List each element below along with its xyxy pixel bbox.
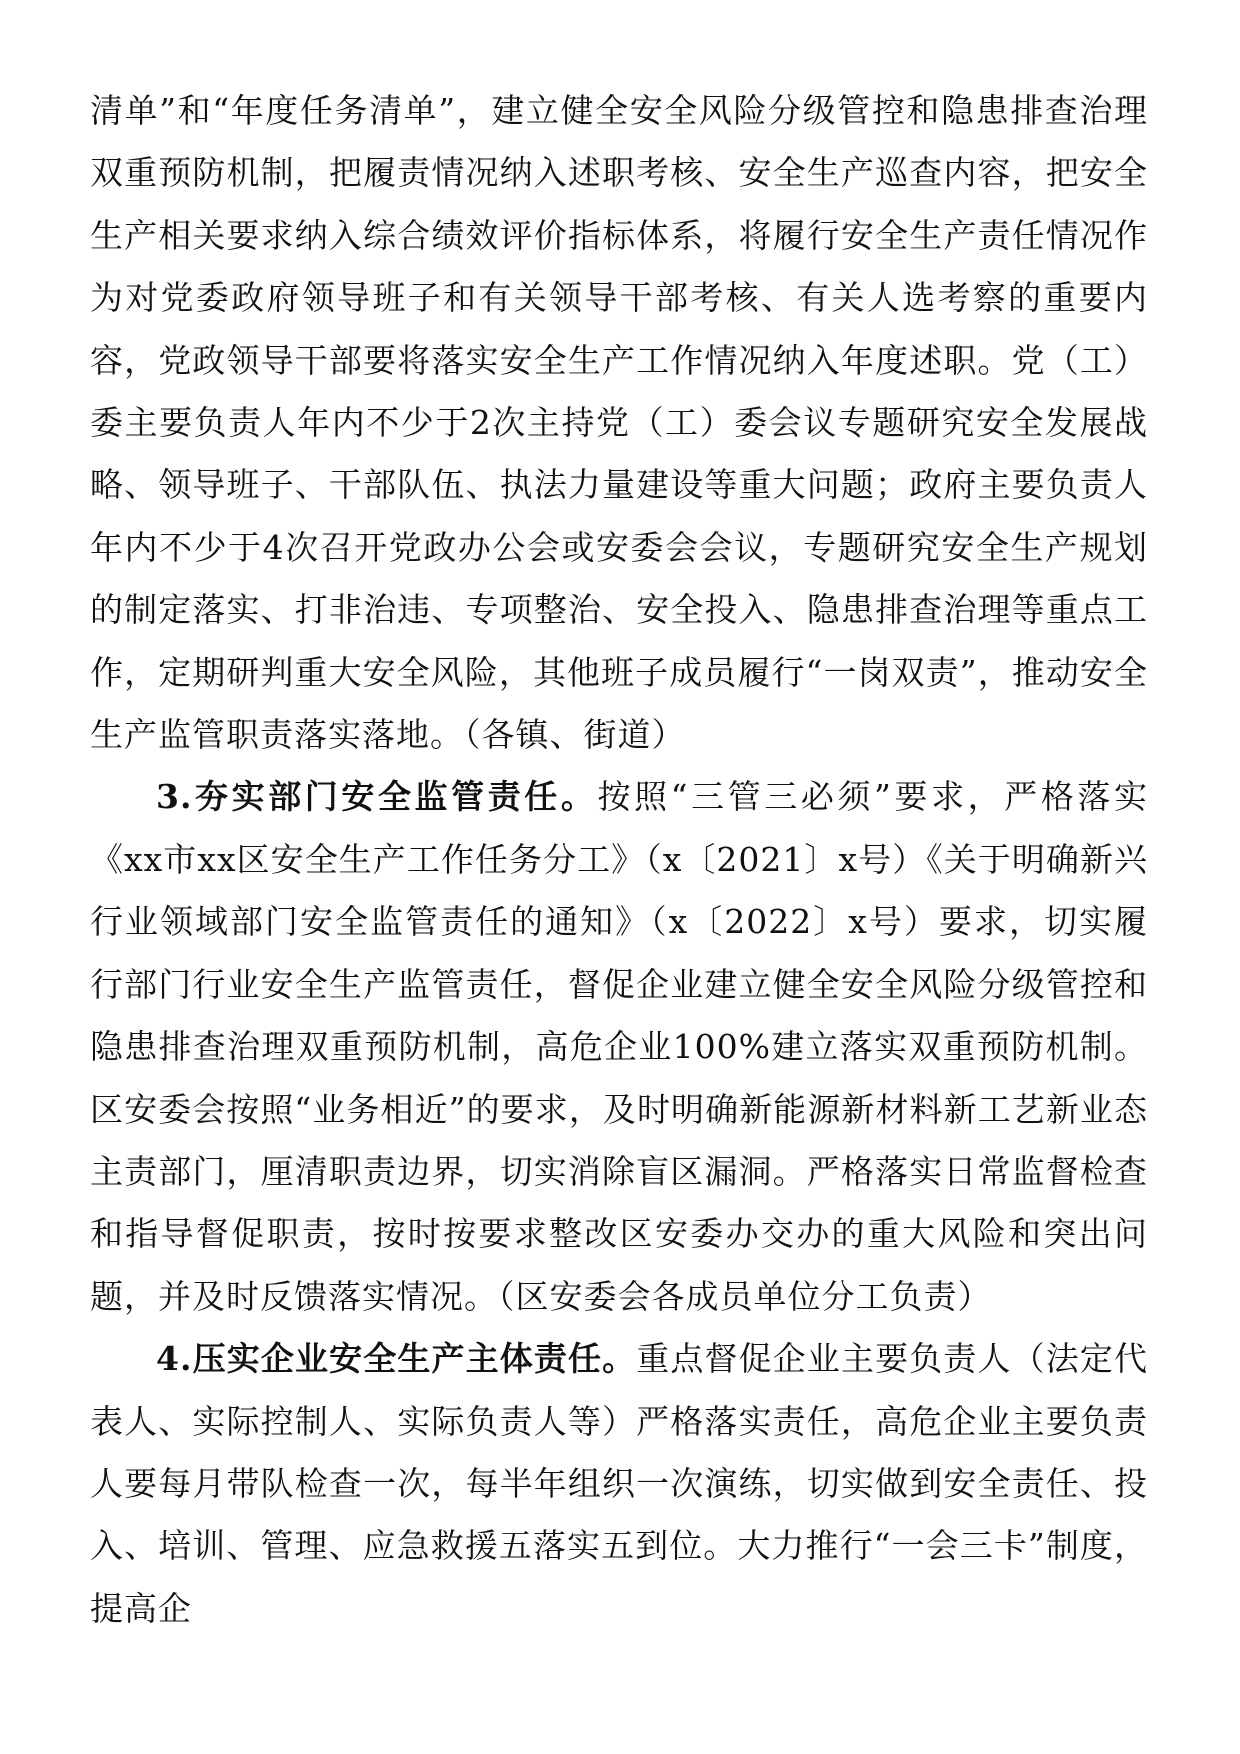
paragraph-text: 按照“三管三必须”要求，严格落实《xx市xx区安全生产工作任务分工》（x〔2021〕x号）《关于明确新兴行业领域部门安全监管责任的通知》（x〔2022〕x号）要求，切实履行部门行业安全生产监管责任，督促企业建立健全安全风险分级管控和隐患排查治理双重预防机制，高危企业100%建立落实双重预防机制。区安委会按照“业务相近”的要求，及时明确新能源新材料新工艺新业态主责部门，厘清职责边界，切实消除盲区漏洞。严格落实日常监督检查和指导督促职责，按时按要求整改区安委办交办的重大风险和突出问题，并及时反馈落实情况。（区安委会各成员单位分工负责）	[90, 777, 1149, 1316]
paragraph-text: 重点督促企业主要负责人（法定代表人、实际控制人、实际负责人等）严格落实责任，高危企业主要负责人要每月带队检查一次，每半年组织一次演练，切实做到安全责任、投入、培训、管理、应急救援五落实五到位。大力推行“一会三卡”制度，提高企	[90, 1339, 1149, 1628]
paragraph-section-4	[90, 1328, 1148, 1640]
section-4-heading: 4.压实企业安全生产主体责任。	[156, 1339, 637, 1379]
document-body	[90, 80, 1148, 1640]
paragraph-section-3	[90, 766, 1148, 1328]
paragraph-text: 清单”和“年度任务清单”，建立健全安全风险分级管控和隐患排查治理双重预防机制，把履责情况纳入述职考核、安全生产巡查内容，把安全生产相关要求纳入综合绩效评价指标体系，将履行安全生产责任情况作为对党委政府领导班子和有关领导干部考核、有关人选考察的重要内容，党政领导干部要将落实安全生产工作情况纳入年度述职。党（工）委主要负责人年内不少于2次主持党（工）委会议专题研究安全发展战略、领导班子、干部队伍、执法力量建设等重大问题；政府主要负责人年内不少于4次召开党政办公会或安委会会议，专题研究安全生产规划的制定落实、打非治违、专项整治、安全投入、隐患排查治理等重点工作，定期研判重大安全风险，其他班子成员履行“一岗双责”，推动安全生产监管职责落实落地。（各镇、街道）	[90, 91, 1148, 755]
section-3-heading: 3.夯实部门安全监管责任。	[156, 777, 598, 817]
paragraph-continued	[90, 80, 1148, 766]
